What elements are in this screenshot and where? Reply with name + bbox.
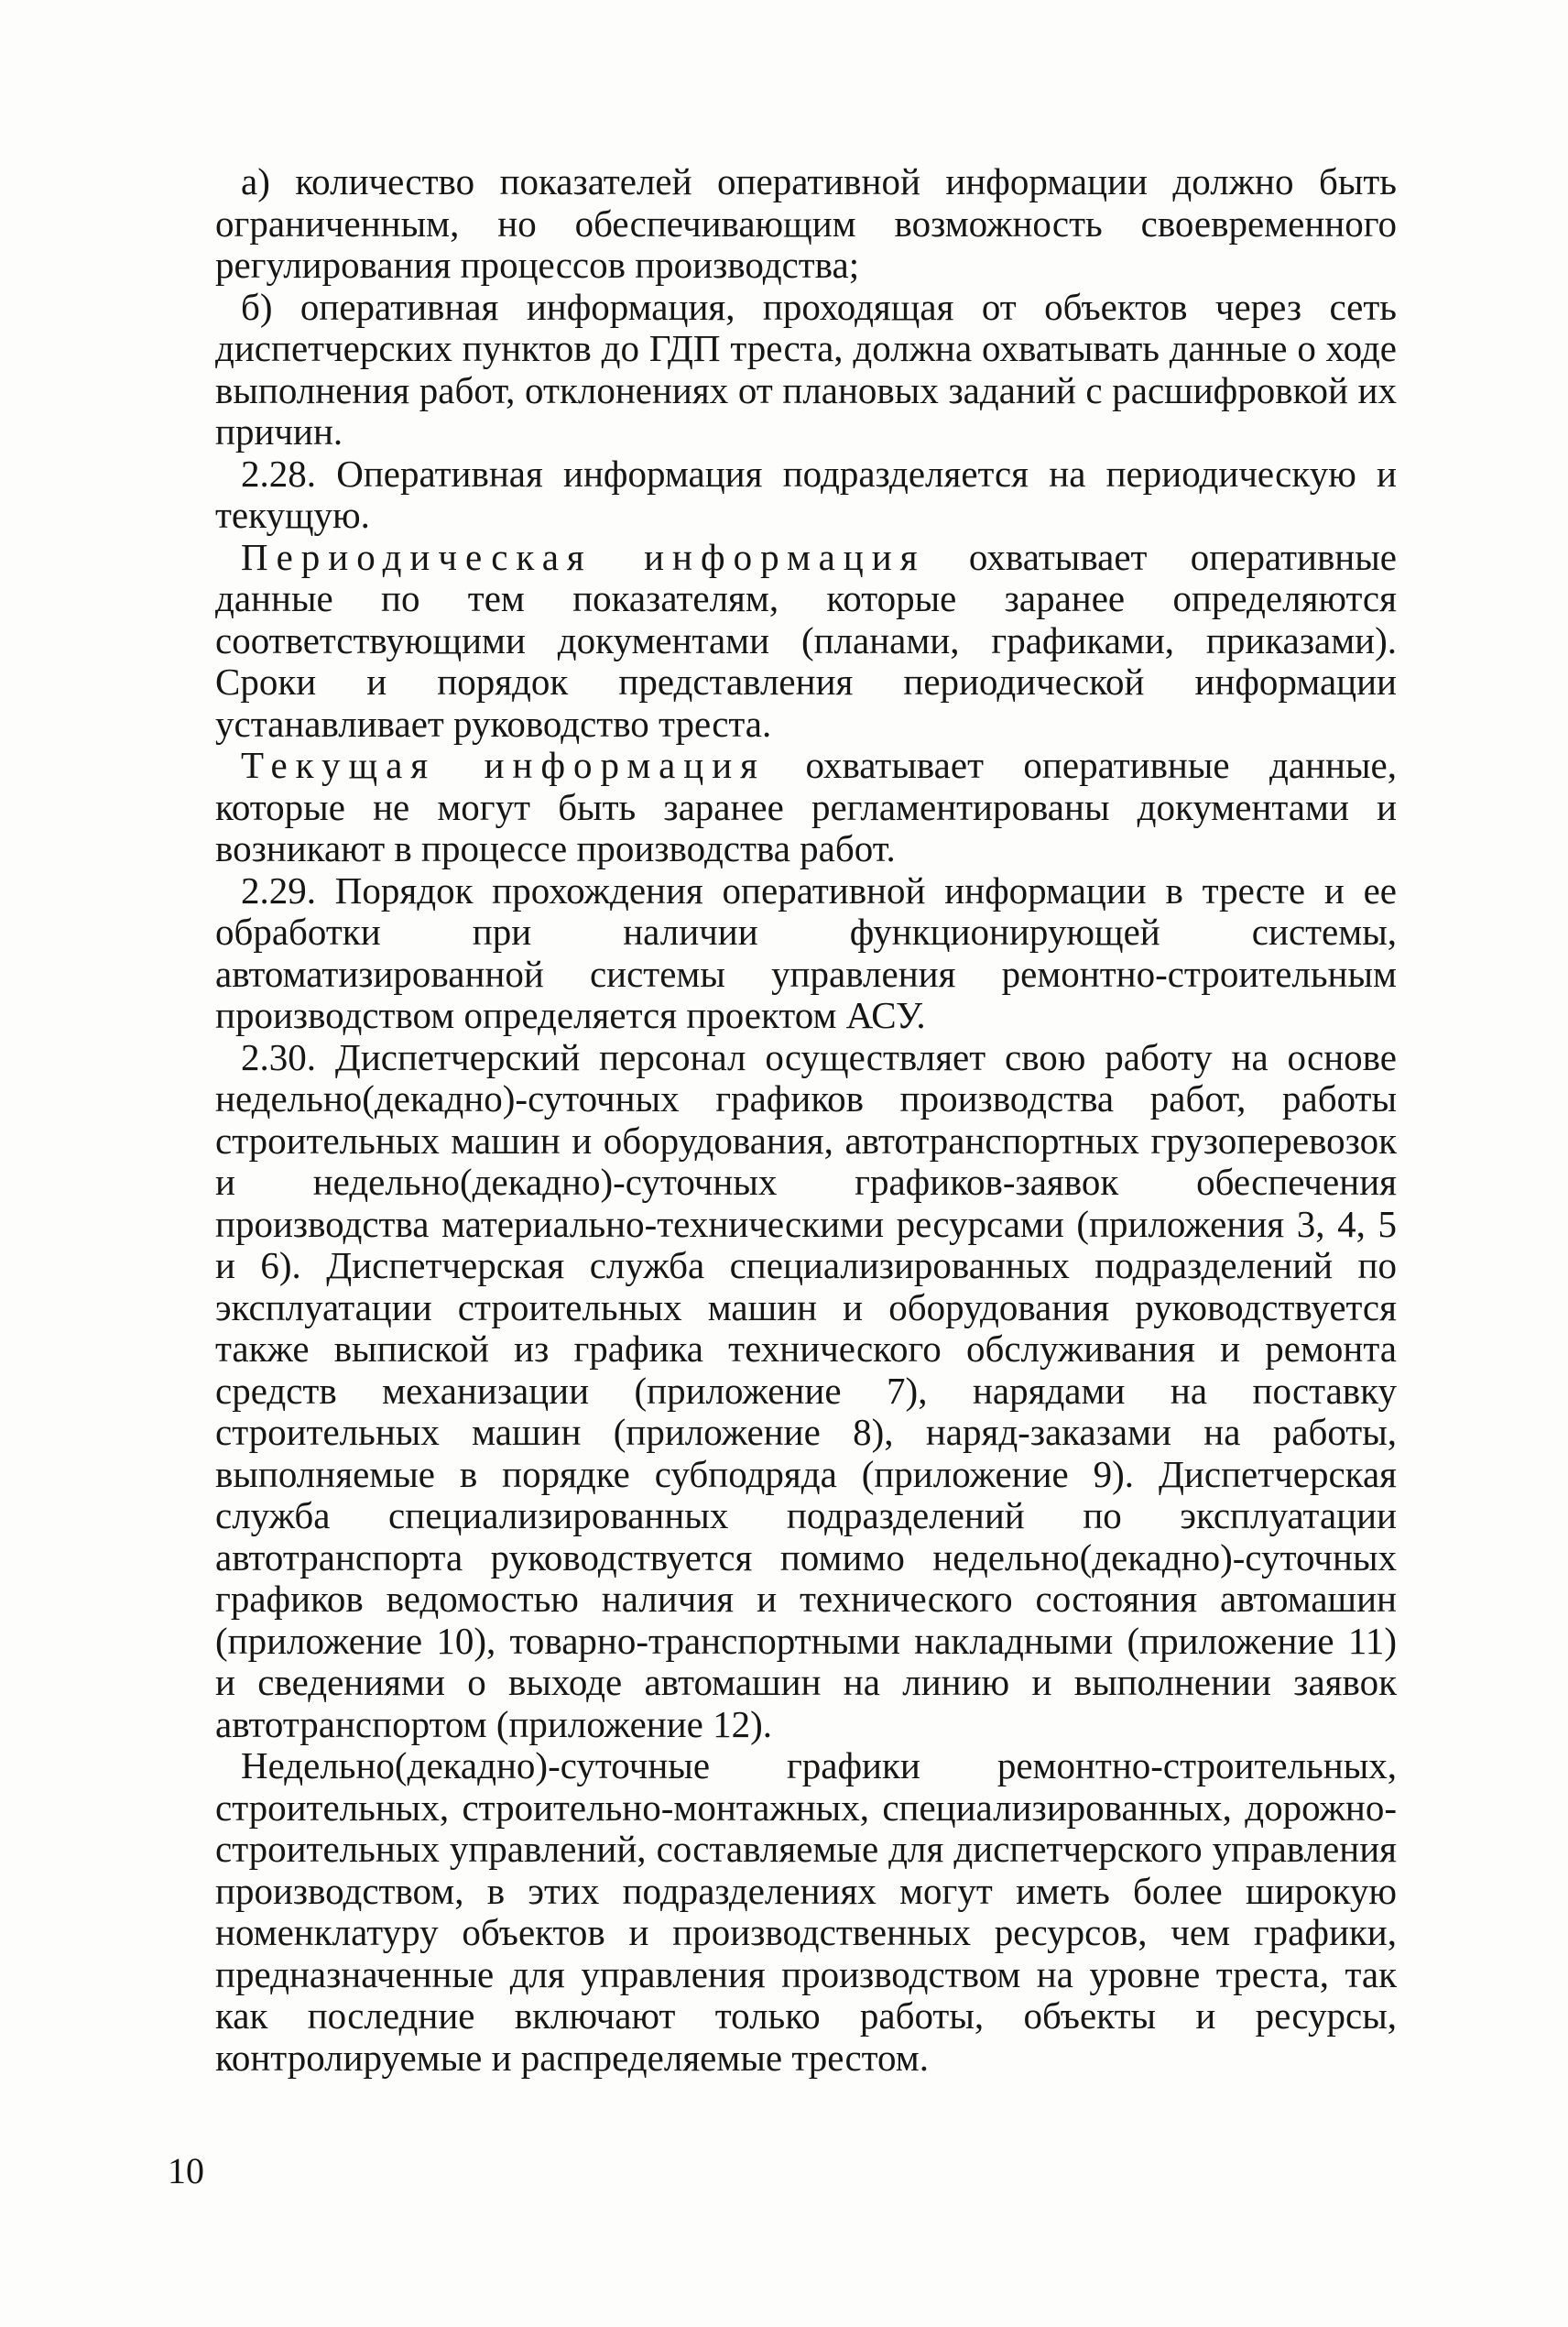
term-current-information: Текущая информация	[241, 744, 767, 786]
paragraph-periodic-information: Периодическая информация охватывает оперативные данные по тем показателям, которые заранее определяются соответствующими документами (планами, графиками, приказами). Сроки и порядок представления периодической информации устанавливает руководство треста.	[215, 535, 1397, 745]
page-number: 10	[168, 2150, 204, 2191]
term-periodic-information: Периодическая информация	[241, 535, 926, 578]
paragraph-2-30: 2.30. Диспетчерский персонал осуществляет свою работу на основе недельно(декадно)-суточных графиков производства работ, работы строительных машин и оборудования, автотранспортных грузоперевозок и недельно(декадно)-суточных графиков-заявок обеспечения производства материально-техническими ресурсами (приложения 3, 4, 5 и 6). Диспетчерская служба специализированных подразделений по эксплуатации строительных машин и оборудования руководствуется также выпиской из графика технического обслуживания и ремонта средств механизации (приложение 7), нарядами на поставку строительных машин (приложение 8), наряд-заказами на работы, выполняемые в порядке субподряда (приложение 9). Диспетчерская служба специализированных подразделений по эксплуатации автотранспорта руководствуется помимо недельно(декадно)-суточных графиков ведомостью наличия и технического состояния автомашин (приложение 10), товарно-транспортными накладными (приложение 11) и сведениями о выходе автомашин на линию и выполнении заявок автотранспортом (приложение 12).	[215, 1035, 1397, 1745]
paragraph-2-28: 2.28. Оперативная информация подразделяется на периодическую и текущую.	[215, 452, 1397, 536]
body-text	[215, 161, 1397, 2079]
paragraph-current-information: Текущая информация охватывает оперативные данные, которые не могут быть заранее регламентированы документами и возникают в процессе производства работ.	[215, 744, 1397, 869]
paragraph-weekly-schedules: Недельно(декадно)-суточные графики ремонтно-строительных, строительных, строительно-монтажных, специализированных, дорожно-строительных управлений, составляемые для диспетчерского управления производством, в этих подразделениях могут иметь более широкую номенклатуру объектов и производственных ресурсов, чем графики, предназначенные для управления производством на уровне треста, так как последние включают только работы, объекты и ресурсы, контролируемые и распределяемые трестом.	[215, 1744, 1397, 2079]
paragraph-2-29: 2.29. Порядок прохождения оперативной информации в тресте и ее обработки при наличии функционирующей системы, автоматизированной системы управления ремонтно-строительным производством определяется проектом АСУ.	[215, 869, 1397, 1036]
paragraph-item-a: а) количество показателей оперативной информации должно быть ограниченным, но обеспечивающим возможность своевременного регулирования процессов производства;	[215, 160, 1397, 286]
paragraph-item-b: б) оперативная информация, проходящая от объектов через сеть диспетчерских пунктов до ГДП треста, должна охватывать данные о ходе выполнения работ, отклонениях от плановых заданий с расшифровкой их причин.	[215, 285, 1397, 453]
